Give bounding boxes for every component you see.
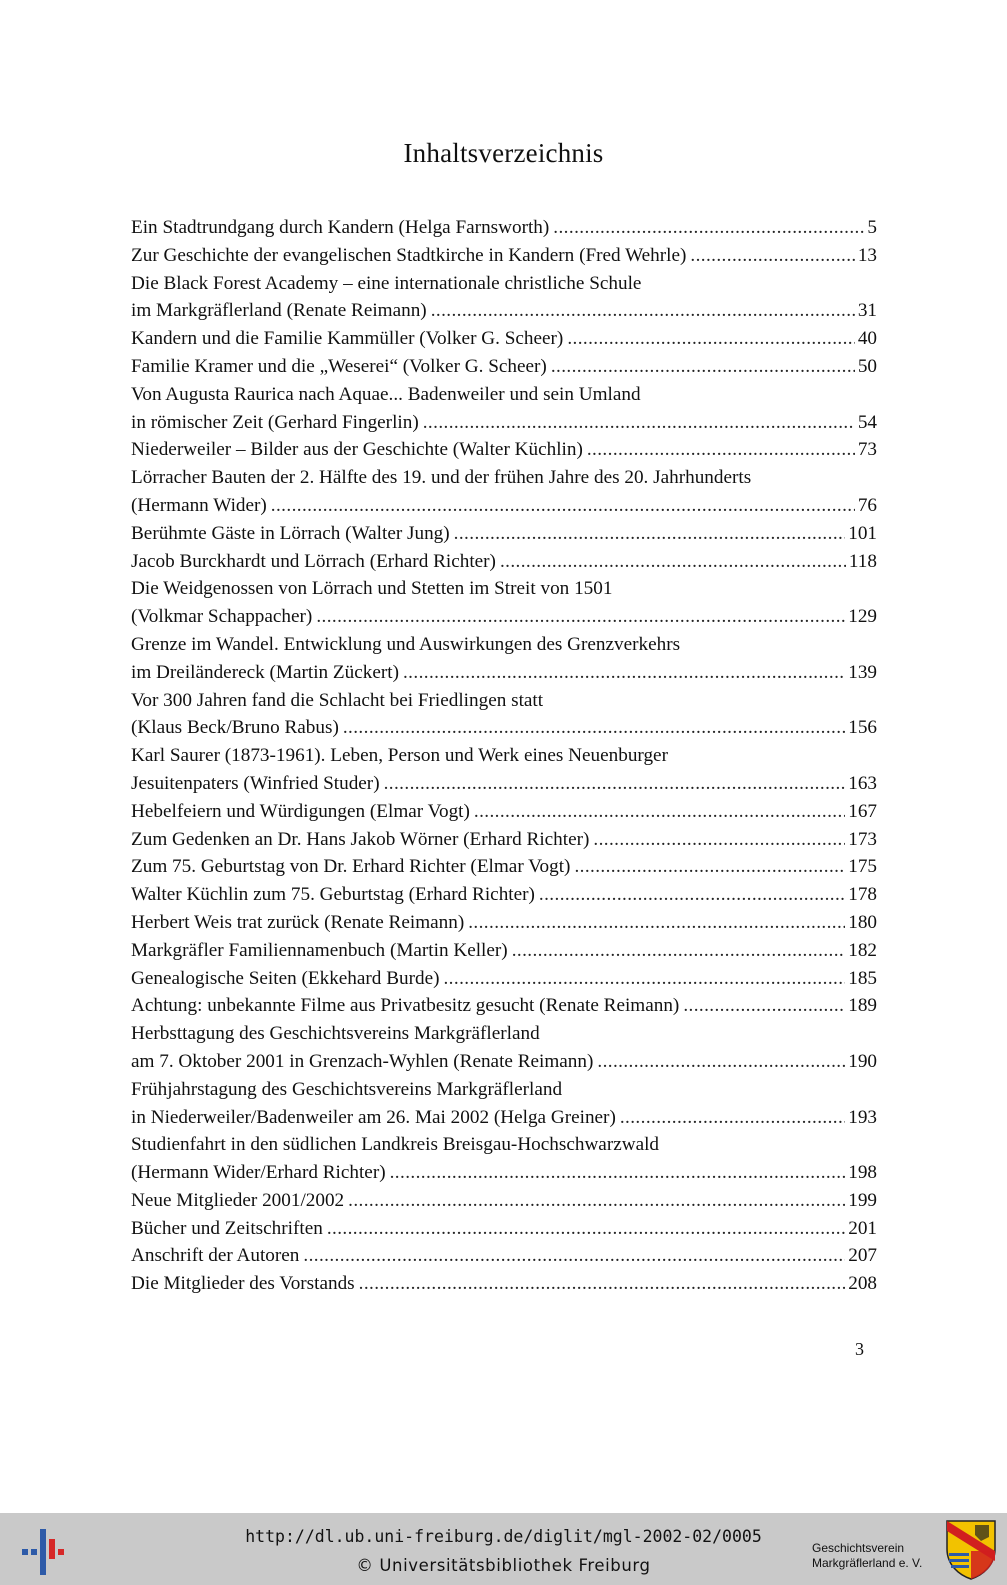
toc-entry-row — [131, 659, 877, 687]
toc-entry[interactable] — [131, 853, 877, 881]
dot-leader — [574, 853, 845, 881]
toc-entry[interactable] — [131, 353, 877, 381]
toc-entry-title-line: im Dreiländereck (Martin Zückert) — [131, 661, 399, 683]
toc-entry-page-number: 207 — [848, 1245, 877, 1267]
toc-entry-title-line: Zum 75. Geburtstag von Dr. Erhard Richter (Elmar Vogt) — [131, 856, 571, 878]
coat-of-arms-icon — [945, 1519, 997, 1581]
toc-entry-title-line: Frühjahrstagung des Geschichtsvereins Markgräflerland — [131, 1078, 563, 1100]
toc-entry-title-line: Grenze im Wandel. Entwicklung und Auswirkungen des Grenzverkehrs — [131, 633, 681, 655]
toc-entry-row — [131, 548, 877, 576]
toc-entry-title-line: Kandern und die Familie Kammüller (Volker G. Scheer) — [131, 328, 564, 350]
toc-entry-page-number: 199 — [848, 1189, 877, 1211]
toc-entry-title-line: Genealogische Seiten (Ekkehard Burde) — [131, 967, 440, 989]
dot-leader — [390, 1159, 846, 1187]
toc-entry-page-number: 189 — [848, 995, 877, 1017]
dot-leader — [690, 242, 854, 270]
toc-entry-page-number: 180 — [848, 911, 877, 933]
toc-entry-row — [131, 242, 877, 270]
toc-entry-title-line: in Niederweiler/Badenweiler am 26. Mai 2002 (Helga Greiner) — [131, 1106, 616, 1128]
toc-entry[interactable] — [131, 687, 877, 743]
toc-entry-page-number: 156 — [848, 717, 877, 739]
toc-entry[interactable] — [131, 826, 877, 854]
toc-entry-page-number: 76 — [857, 494, 877, 516]
toc-entry-page-number: 182 — [848, 939, 877, 961]
toc-entry[interactable] — [131, 881, 877, 909]
toc-entry[interactable] — [131, 548, 877, 576]
copyright-notice: © Universitätsbibliothek Freiburg — [356, 1556, 651, 1575]
toc-entry-page-number: 54 — [857, 411, 877, 433]
toc-entry-row — [131, 1270, 877, 1298]
toc-entry[interactable] — [131, 575, 877, 631]
publisher-line-2: Markgräflerland e. V. — [812, 1556, 923, 1570]
toc-entry[interactable] — [131, 631, 877, 687]
dot-leader — [316, 603, 845, 631]
toc-entry-row — [131, 214, 877, 242]
toc-entry-page-number: 40 — [857, 328, 877, 350]
dot-leader — [553, 214, 864, 242]
toc-entry-title-line: Ein Stadtrundgang durch Kandern (Helga Farnsworth) — [131, 217, 550, 238]
toc-entry-title-line: Markgräfler Familiennamenbuch (Martin Keller) — [131, 939, 508, 961]
toc-entry[interactable] — [131, 214, 877, 242]
toc-entry-title-line: Jesuitenpaters (Winfried Studer) — [131, 772, 380, 794]
dot-leader — [454, 520, 846, 548]
toc-entry-row — [131, 1048, 877, 1076]
dot-leader — [423, 409, 855, 437]
toc-entry-title-line: Jacob Burckhardt und Lörrach (Erhard Richter) — [131, 550, 496, 572]
toc-entry-row — [131, 1187, 877, 1215]
toc-entry-row — [131, 1215, 877, 1243]
toc-entry[interactable] — [131, 520, 877, 548]
footer-bar — [0, 1513, 1007, 1585]
toc-entry-title-line: Familie Kramer und die „Weserei“ (Volker G. Scheer) — [131, 355, 547, 377]
toc-entry-title-line: Lörracher Bauten der 2. Hälfte des 19. und der frühen Jahre des 20. Jahrhunderts — [131, 467, 752, 489]
toc-entry[interactable] — [131, 464, 877, 520]
toc-entry-title-line: Berühmte Gäste in Lörrach (Walter Jung) — [131, 522, 450, 544]
toc-entry-title-line: Niederweiler – Bilder aus der Geschichte (Walter Küchlin) — [131, 439, 583, 461]
toc-entry[interactable] — [131, 325, 877, 353]
page-number: 3 — [855, 1339, 864, 1359]
toc-entry-title-line: (Hermann Wider) — [131, 494, 267, 516]
toc-entry-row — [131, 520, 877, 548]
dot-leader — [587, 436, 855, 464]
toc-entry-row — [131, 853, 877, 881]
toc-entry-page-number: 193 — [848, 1106, 877, 1128]
toc-entry-page-number: 5 — [867, 217, 877, 238]
toc-entry-row — [131, 826, 877, 854]
dot-leader — [539, 881, 845, 909]
dot-leader — [683, 992, 845, 1020]
toc-entry-title-line: Vor 300 Jahren fand die Schlacht bei Friedlingen statt — [131, 689, 544, 711]
toc-entry-row — [131, 770, 877, 798]
toc-entry-page-number: 190 — [848, 1050, 877, 1072]
toc-entry[interactable] — [131, 909, 877, 937]
toc-entry-title-line: (Hermann Wider/Erhard Richter) — [131, 1162, 386, 1184]
toc-entry-title-line: (Volkmar Schappacher) — [131, 606, 313, 628]
toc-entry-row — [131, 1104, 877, 1132]
dot-leader — [431, 297, 855, 325]
toc-entry-page-number: 198 — [848, 1162, 877, 1184]
toc-entry-row — [131, 325, 877, 353]
dot-leader — [443, 965, 845, 993]
toc-entry[interactable] — [131, 992, 877, 1020]
dot-leader — [597, 1048, 845, 1076]
toc-entry-row — [131, 965, 877, 993]
toc-entry-row — [131, 492, 877, 520]
toc-entry-page-number: 201 — [848, 1217, 877, 1239]
toc-entry-title-line: Von Augusta Raurica nach Aquae... Badenweiler und sein Umland — [131, 383, 641, 405]
dot-leader — [271, 492, 855, 520]
dot-leader — [327, 1215, 845, 1243]
toc-entry-page-number: 185 — [848, 967, 877, 989]
table-of-contents — [131, 214, 877, 1298]
toc-entry-title-line: Bücher und Zeitschriften — [131, 1217, 323, 1239]
toc-entry-page-number: 178 — [848, 884, 877, 906]
dot-leader — [551, 353, 855, 381]
publisher-name — [812, 1541, 922, 1571]
toc-entry-row — [131, 798, 877, 826]
toc-entry-page-number: 31 — [857, 300, 877, 322]
toc-entry-page-number: 50 — [857, 355, 877, 377]
toc-entry-title-line: Anschrift der Autoren — [131, 1245, 300, 1267]
toc-entry-row — [131, 436, 877, 464]
toc-entry[interactable] — [131, 1187, 877, 1215]
toc-entry[interactable] — [131, 270, 877, 326]
toc-entry-title-line: Zum Gedenken an Dr. Hans Jakob Wörner (Erhard Richter) — [131, 828, 590, 850]
toc-entry[interactable] — [131, 742, 877, 798]
toc-entry-row — [131, 881, 877, 909]
toc-entry-page-number: 173 — [848, 828, 877, 850]
toc-entry[interactable] — [131, 242, 877, 270]
toc-entry-page-number: 118 — [848, 550, 877, 572]
toc-entry-title-line: (Klaus Beck/Bruno Rabus) — [131, 717, 339, 739]
toc-entry-title-line: Herbsttagung des Geschichtsvereins Markgräflerland — [131, 1023, 540, 1045]
dot-leader — [500, 548, 846, 576]
toc-entry-title-line: Karl Saurer (1873-1961). Leben, Person und Werk eines Neuenburger — [131, 745, 668, 767]
page-title: Inhaltsverzeichnis — [403, 138, 604, 168]
toc-entry-title-line: Die Black Forest Academy – eine internationale christliche Schule — [131, 272, 642, 294]
toc-entry[interactable] — [131, 1131, 877, 1187]
toc-entry-row — [131, 297, 877, 325]
toc-entry-page-number: 73 — [857, 439, 877, 461]
toc-entry-title-line: am 7. Oktober 2001 in Grenzach-Wyhlen (Renate Reimann) — [131, 1050, 594, 1072]
toc-entry-page-number: 129 — [848, 606, 877, 628]
toc-entry-row — [131, 714, 877, 742]
toc-entry-row — [131, 1242, 877, 1270]
dot-leader — [567, 325, 855, 353]
toc-entry[interactable] — [131, 381, 877, 437]
toc-entry-title-line: Die Weidgenossen von Lörrach und Stetten im Streit von 1501 — [131, 578, 613, 600]
toc-entry-title-line: Hebelfeiern und Würdigungen (Elmar Vogt) — [131, 800, 470, 822]
toc-entry-row — [131, 409, 877, 437]
toc-entry-title-line: Achtung: unbekannte Filme aus Privatbesitz gesucht (Renate Reimann) — [131, 995, 680, 1017]
toc-entry-page-number: 139 — [848, 661, 877, 683]
toc-entry-page-number: 13 — [857, 244, 877, 266]
toc-entry[interactable] — [131, 436, 877, 464]
dot-leader — [303, 1242, 845, 1270]
dot-leader — [593, 826, 845, 854]
dot-leader — [384, 770, 846, 798]
toc-entry-page-number: 175 — [848, 856, 877, 878]
toc-entry-page-number: 163 — [848, 772, 877, 794]
toc-entry-title-line: in römischer Zeit (Gerhard Fingerlin) — [131, 411, 419, 433]
toc-entry[interactable] — [131, 798, 877, 826]
toc-entry-title-line: Zur Geschichte der evangelischen Stadtkirche in Kandern (Fred Wehrle) — [131, 244, 687, 266]
toc-entry-title-line: Die Mitglieder des Vorstands — [131, 1273, 355, 1295]
dot-leader — [348, 1187, 845, 1215]
dot-leader — [512, 937, 846, 965]
dot-leader — [359, 1270, 846, 1298]
toc-entry[interactable] — [131, 1076, 877, 1132]
publisher-line-1: Geschichtsverein — [812, 1541, 905, 1555]
dot-leader — [343, 714, 845, 742]
toc-entry-title-line: im Markgräflerland (Renate Reimann) — [131, 300, 427, 322]
toc-entry-row — [131, 992, 877, 1020]
toc-entry-row — [131, 353, 877, 381]
document-url-link[interactable]: http://dl.ub.uni-freiburg.de/diglit/mgl-2002-02/0005 — [245, 1527, 762, 1546]
toc-entry-title-line: Neue Mitglieder 2001/2002 — [131, 1189, 345, 1211]
toc-entry-title-line: Studienfahrt in den südlichen Landkreis Breisgau-Hochschwarzwald — [131, 1134, 660, 1156]
toc-entry-title-line: Herbert Weis trat zurück (Renate Reimann) — [131, 911, 465, 933]
toc-entry[interactable] — [131, 1020, 877, 1076]
dot-leader — [620, 1104, 845, 1132]
toc-entry-page-number: 167 — [848, 800, 877, 822]
dot-leader — [474, 798, 845, 826]
toc-entry-row — [131, 937, 877, 965]
toc-entry-row — [131, 603, 877, 631]
toc-entry-row — [131, 1159, 877, 1187]
toc-entry[interactable] — [131, 937, 877, 965]
toc-entry-page-number: 101 — [848, 522, 877, 544]
toc-entry[interactable] — [131, 965, 877, 993]
toc-entry-row — [131, 909, 877, 937]
dot-leader — [403, 659, 845, 687]
toc-entry-page-number: 208 — [848, 1273, 877, 1295]
toc-entry-title-line: Walter Küchlin zum 75. Geburtstag (Erhard Richter) — [131, 884, 535, 906]
dot-leader — [468, 909, 845, 937]
toc-entry[interactable] — [131, 1270, 877, 1298]
toc-entry[interactable] — [131, 1242, 877, 1270]
toc-entry[interactable] — [131, 1215, 877, 1243]
